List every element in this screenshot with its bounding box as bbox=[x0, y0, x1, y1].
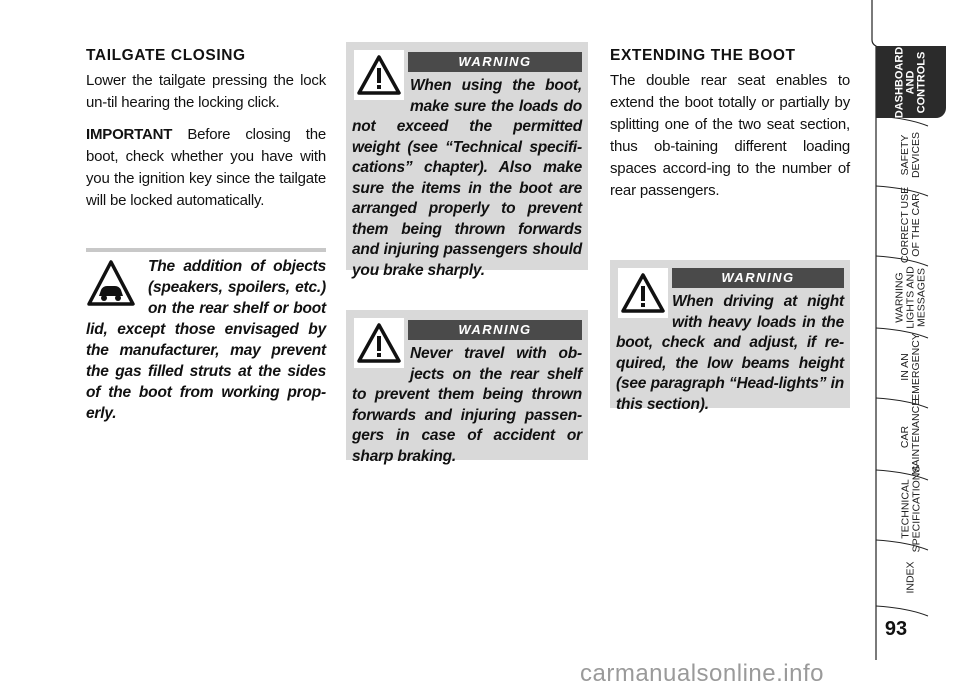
tab-safety-label: SAFETY DEVICES bbox=[898, 131, 922, 179]
car-note-icon-wrap bbox=[86, 256, 148, 308]
car-note bbox=[86, 256, 326, 424]
car-note-text: The addition of objects (speakers, spoilers, etc.) on the rear shelf or boot lid, except those envisaged by the manufacturer, may prevent the gas filled struts at the sides of the boot from working prop-erly. bbox=[86, 258, 326, 422]
tab-dashboard-label: DASHBOARD AND CONTROLS bbox=[893, 46, 928, 118]
tab-in-an-emergency[interactable] bbox=[876, 332, 946, 402]
section-title-tailgate-closing: TAILGATE CLOSING bbox=[86, 47, 246, 64]
page-number: 93 bbox=[884, 618, 908, 640]
warning-box-rear-shelf bbox=[346, 310, 588, 465]
warning-text-3: When driving at night with heavy loads in the boot, check and adjust, if re-quired, the low beams height (see paragraph “Head-lights” in this section). bbox=[616, 293, 844, 413]
tab-correct-use-label: CORRECT USE OF THE CAR bbox=[899, 186, 923, 264]
tailgate-paragraph-1: Lower the tailgate pressing the lock un-til hearing the locking click. bbox=[86, 72, 326, 111]
note-divider bbox=[86, 248, 326, 252]
warning-text-1: When using the boot, make sure the loads do not exceed the permitted weight (see “Technical specifi-cations” chapter). Also make sure the items in the boot are arranged properly to prevent them being thrown forwards and injuring passengers should you brake sharply. bbox=[352, 77, 582, 279]
tab-dashboard-and-controls[interactable] bbox=[876, 46, 946, 118]
important-text: Before closing the boot, check whether you have with you the ignition key since the tailgate will be locked automatically. bbox=[86, 126, 326, 209]
warning-badge-3: WARNING bbox=[672, 268, 844, 288]
tailgate-paragraph-2 bbox=[86, 124, 326, 212]
car-warning-icon bbox=[86, 258, 136, 308]
warning-text-2: Never travel with ob-jects on the rear shelf to prevent them being thrown forwards and injuring passen-gers in case of accident or sharp braking. bbox=[352, 345, 582, 465]
important-label: IMPORTANT bbox=[86, 126, 173, 143]
watermark: carmanualsonline.info bbox=[580, 660, 824, 687]
warning-badge-1: WARNING bbox=[408, 52, 582, 72]
warning-box-night-driving bbox=[610, 260, 850, 413]
tab-warning-lights-label: WARNING LIGHTS AND MESSAGES bbox=[893, 265, 928, 329]
tab-warning-lights[interactable] bbox=[876, 262, 946, 332]
chapter-tabs bbox=[868, 0, 960, 692]
tab-maintenance-label: CAR MAINTENANCE bbox=[899, 398, 922, 476]
section-title-extending-boot: EXTENDING THE BOOT bbox=[610, 47, 796, 64]
warning-text-rear-shelf bbox=[352, 344, 582, 467]
tab-index-label: INDEX bbox=[904, 560, 917, 594]
extending-boot-paragraph: The double rear seat enables to extend the boot totally or partially by splitting one of the two seat section, thus ob-taining different loading spaces accord-ing to the number of rear passengers. bbox=[610, 72, 850, 199]
tab-emergency-label: IN AN EMERGENCY bbox=[899, 333, 922, 401]
warning-text-night-driving bbox=[616, 292, 844, 415]
tab-technical-label: TECHNICAL SPECIFICATIONS bbox=[899, 465, 923, 553]
tab-index[interactable] bbox=[876, 542, 946, 612]
warning-text-boot-loads bbox=[352, 76, 582, 281]
tab-car-maintenance[interactable] bbox=[876, 398, 946, 476]
warning-badge-2: WARNING bbox=[408, 320, 582, 340]
tab-technical-specifications[interactable] bbox=[876, 465, 946, 553]
tab-correct-use[interactable] bbox=[876, 186, 946, 264]
warning-box-boot-loads bbox=[346, 42, 588, 279]
tab-safety-devices[interactable] bbox=[876, 120, 946, 190]
